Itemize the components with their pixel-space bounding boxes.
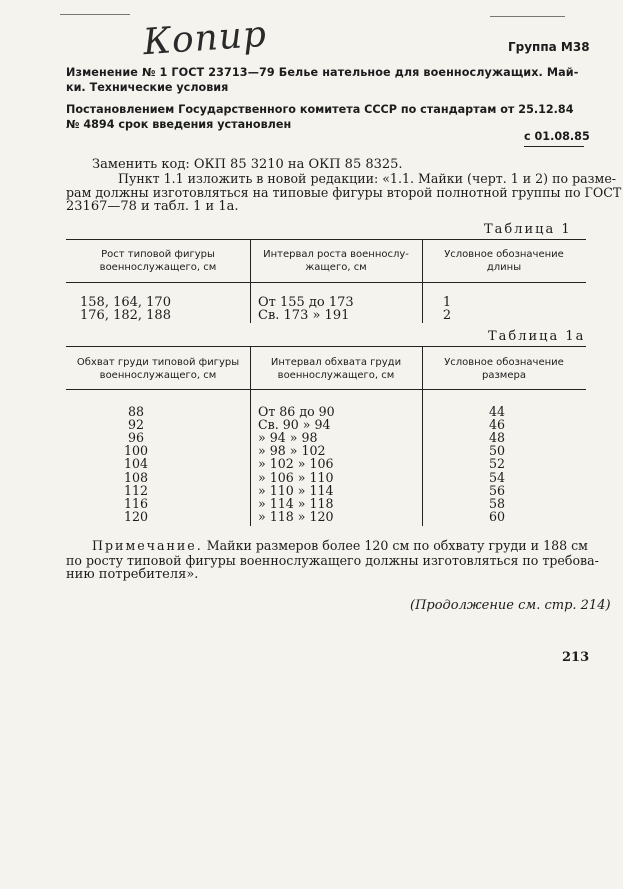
- group-label: Группа М38: [508, 40, 590, 54]
- table-row: 120: [123, 508, 149, 524]
- note-text: Майки размеров более 120 см по обхвату груди и 188 см: [206, 538, 588, 553]
- change-title-line1: Изменение № 1 ГОСТ 23713—79 Белье нательное для военнослужащих. Май-: [66, 66, 579, 79]
- table-row: 52: [488, 456, 506, 472]
- table-row: » 94 » 98: [258, 430, 318, 446]
- table-row: 56: [488, 482, 506, 498]
- table-row: От 155 до 173: [258, 295, 354, 310]
- table-row: Св. 90 » 94: [258, 417, 331, 433]
- table-row: 44: [488, 404, 506, 419]
- table-row: 96: [127, 430, 145, 446]
- continuation-note: (Продолжение см. стр. 214): [410, 598, 611, 613]
- table-row: » 110 » 114: [258, 482, 334, 498]
- table-row: 92: [127, 417, 145, 433]
- table-row: 100: [123, 443, 149, 459]
- body-line1: Заменить код: ОКП 85 3210 на ОКП 85 8325.: [92, 157, 403, 172]
- table-row: » 118 » 120: [258, 508, 334, 524]
- table-row: От 86 до 90: [258, 404, 335, 419]
- table-row: Св. 173 » 191: [258, 308, 350, 323]
- table1a-header-col3: Условное обозначение размера: [444, 357, 564, 381]
- table-row: 104: [123, 456, 149, 472]
- note-line3: нию потребителя».: [66, 567, 199, 582]
- table-row: 88: [127, 404, 145, 419]
- table-row: 108: [123, 469, 149, 485]
- body-line3: рам должны изготовляться на типовые фигуры второй полнотной группы по ГОСТ: [66, 185, 622, 200]
- decree-line2: № 4894 срок введения установлен: [66, 118, 292, 131]
- table-row: 2: [442, 308, 452, 323]
- table-row: 54: [488, 469, 506, 485]
- table-row: 46: [488, 417, 506, 433]
- note-line1: [92, 538, 588, 553]
- table1-top-rule: [66, 239, 586, 240]
- table-row: 50: [488, 443, 506, 459]
- table-row: 158, 164, 170: [80, 295, 171, 310]
- table1a-caption: Таблица 1а: [488, 329, 586, 344]
- table-row: 116: [123, 495, 149, 511]
- date-underline: [524, 146, 584, 147]
- table1a-header-col1: Обхват груди типовой фигуры военнослужащего, см: [76, 357, 240, 381]
- table1a-header-rule: [66, 389, 586, 390]
- scan-mark: [490, 16, 565, 17]
- table-row: » 106 » 110: [258, 469, 334, 485]
- table1a-top-rule: [66, 346, 586, 347]
- decree-line1: Постановлением Государственного комитета СССР по стандартам от 25.12.84: [66, 103, 574, 116]
- table1-header-col2: Интервал роста военнослу- жащего, см: [263, 249, 409, 273]
- table1-caption: Таблица 1: [484, 222, 572, 237]
- table-row: » 98 » 102: [258, 443, 326, 459]
- table1-header-rule: [66, 282, 586, 283]
- table1-header-col1: Рост типовой фигуры военнослужащего, см: [99, 249, 217, 273]
- change-title-line2: ки. Технические условия: [66, 81, 229, 94]
- table-row: 112: [123, 482, 149, 498]
- effective-date: с 01.08.85: [524, 130, 590, 143]
- table1a-header-col2: Интервал обхвата груди военнослужащего, см: [270, 357, 402, 381]
- handwritten-note: Копир: [141, 13, 269, 64]
- body-line2: Пункт 1.1 изложить в новой редакции: «1.1. Майки (черт. 1 и 2) по разме-: [118, 171, 617, 186]
- body-line4: 23167—78 и табл. 1 и 1а.: [66, 199, 239, 214]
- note-line2: по росту типовой фигуры военнослужащего должны изготовляться по требова-: [66, 553, 599, 568]
- table-row: 60: [488, 508, 506, 524]
- table-row: » 114 » 118: [258, 495, 334, 511]
- table-row: 58: [488, 495, 506, 511]
- scan-mark: [60, 14, 130, 15]
- page-number: 213: [562, 650, 590, 665]
- table-row: 176, 182, 188: [80, 308, 171, 323]
- table1-header-col3: Условное обозначение длины: [444, 249, 564, 273]
- table-row: » 102 » 106: [258, 456, 334, 472]
- note-label: Примечание.: [92, 538, 203, 553]
- table-row: 1: [442, 295, 452, 310]
- table-row: 48: [488, 430, 506, 446]
